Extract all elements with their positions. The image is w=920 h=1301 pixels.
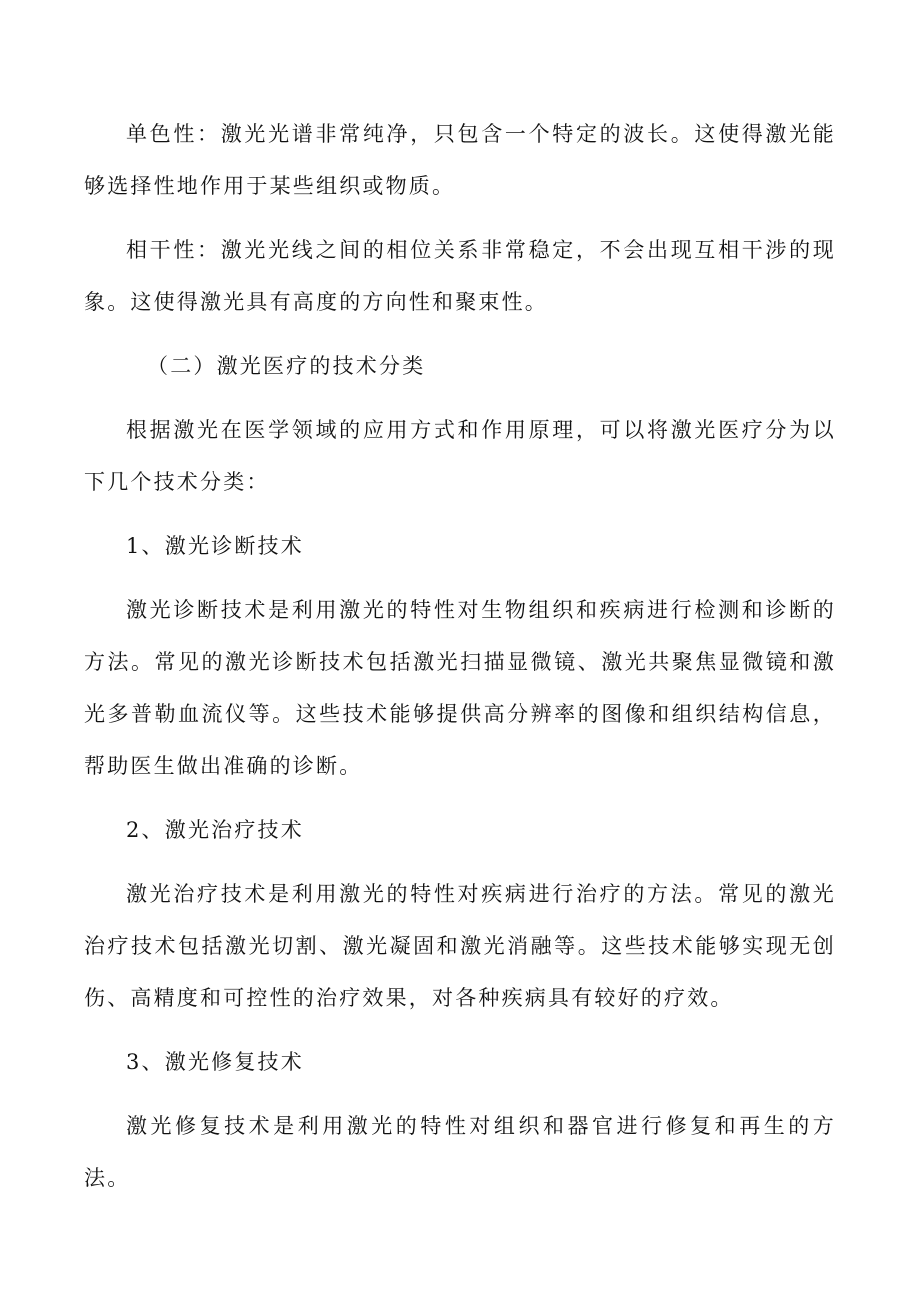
heading-laser-treatment: 2、激光治疗技术 [126,818,304,842]
paragraph-coherence: 相干性：激光光线之间的相位关系非常稳定，不会出现互相干涉的现象。这使得激光具有高度的方向性和聚束性。 [84,238,836,314]
heading-laser-repair: 3、激光修复技术 [126,1050,304,1074]
section-heading-technical-classification: （二）激光医疗的技术分类 [147,354,426,378]
heading-laser-diagnosis: 1、激光诊断技术 [126,534,304,558]
paragraph-laser-treatment: 激光治疗技术是利用激光的特性对疾病进行治疗的方法。常见的激光治疗技术包括激光切割、激光凝固和激光消融等。这些技术能够实现无创伤、高精度和可控性的治疗效果，对各种疾病具有较好的疗效。 [84,882,836,1010]
paragraph-classification-intro: 根据激光在医学领域的应用方式和作用原理，可以将激光医疗分为以下几个技术分类： [84,418,836,494]
paragraph-monochromaticity: 单色性：激光光谱非常纯净，只包含一个特定的波长。这使得激光能够选择性地作用于某些组织或物质。 [84,122,836,198]
paragraph-laser-repair: 激光修复技术是利用激光的特性对组织和器官进行修复和再生的方法。 [84,1114,836,1190]
paragraph-laser-diagnosis: 激光诊断技术是利用激光的特性对生物组织和疾病进行检测和诊断的方法。常见的激光诊断技术包括激光扫描显微镜、激光共聚焦显微镜和激光多普勒血流仪等。这些技术能够提供高分辨率的图像和组织结构信息，帮助医生做出准确的诊断。 [84,598,836,778]
document-body [84,108,836,1216]
